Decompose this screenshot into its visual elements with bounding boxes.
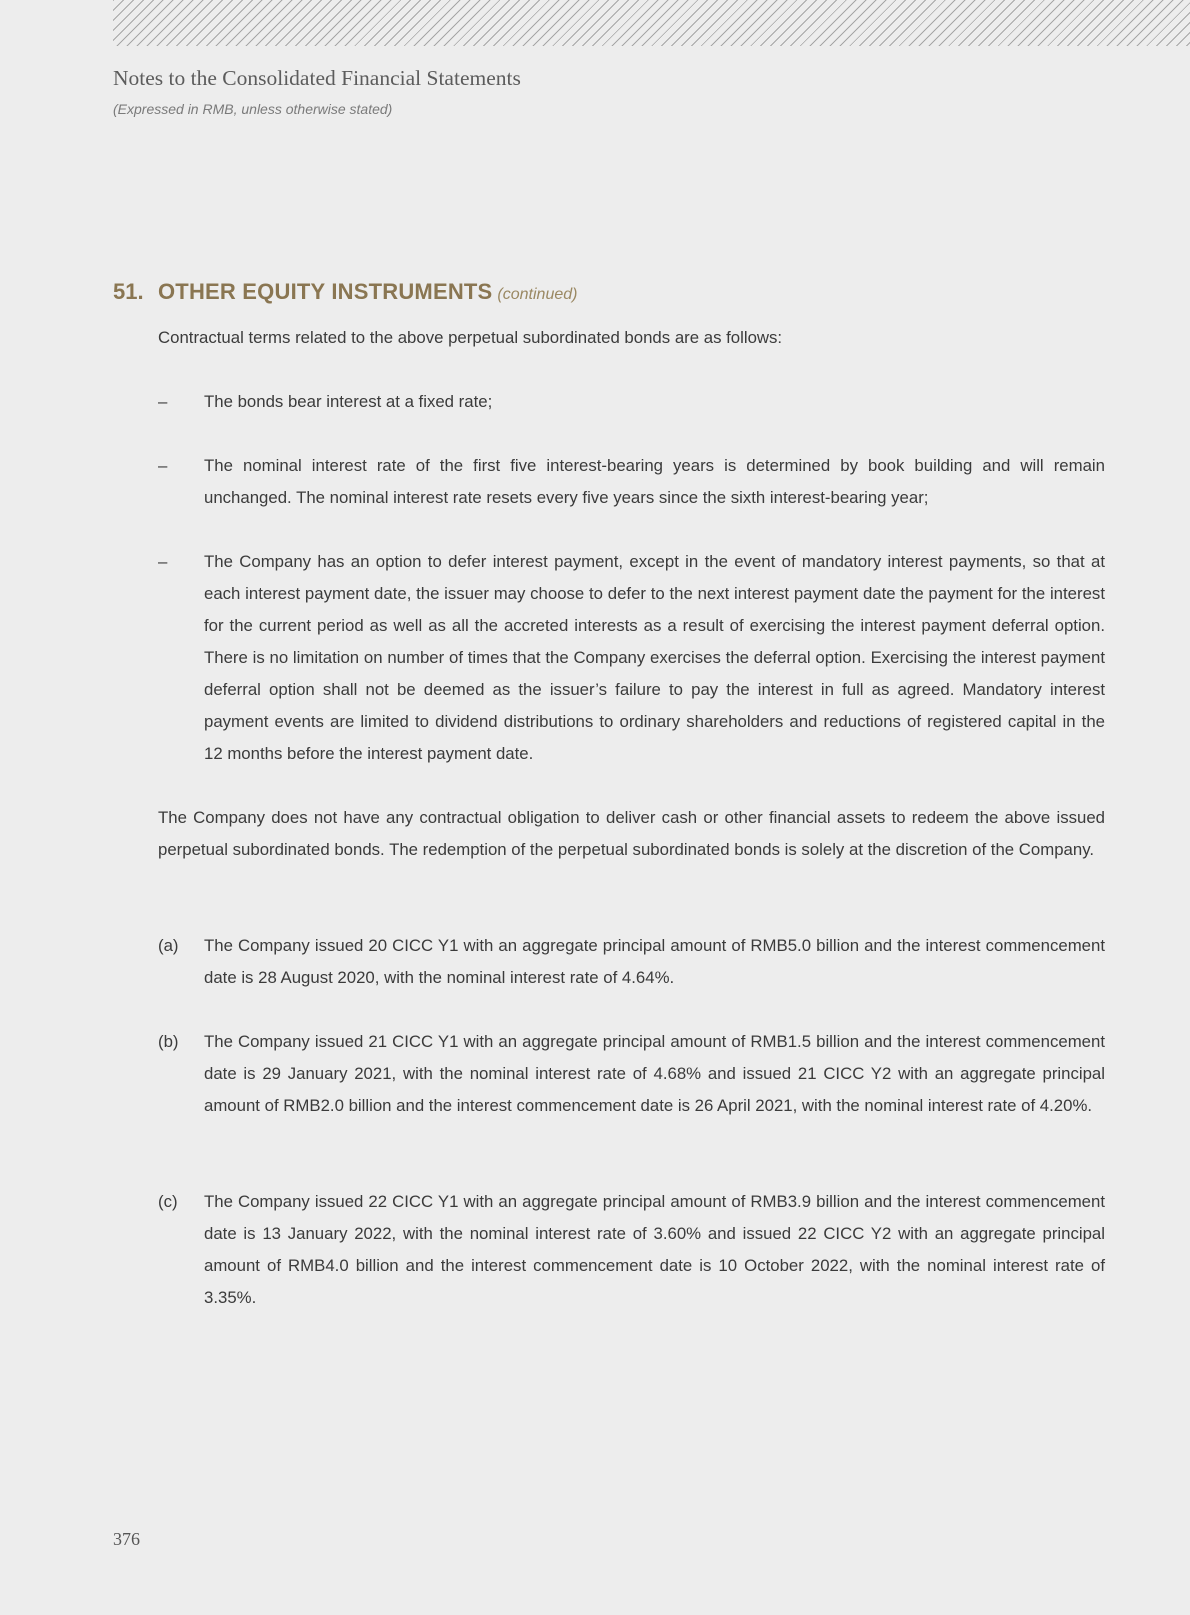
list-marker: – (158, 552, 168, 571)
list-marker: (b) (158, 1032, 179, 1051)
list-item (158, 386, 1105, 418)
list-item-text: The Company issued 21 CICC Y1 with an aggregate principal amount of RMB1.5 billion and the interest commencement date is 29 January 2021, with the nominal interest rate of 4.68% and issued 21 CICC Y2 with an aggregate principal amount of RMB2.0 billion and the interest commencement date is 26 April 2021, with the nominal interest rate of 4.20%. (204, 1032, 1105, 1115)
page-number: 376 (113, 1529, 140, 1549)
decorative-hatch-band (113, 0, 1190, 46)
list-item-text: The nominal interest rate of the first five interest-bearing years is determined by book building and will remain unchanged. The nominal interest rate resets every five years since the sixth interest-bearing year; (204, 456, 1105, 507)
list-marker: (a) (158, 936, 179, 955)
list-marker: (c) (158, 1192, 178, 1211)
list-item (158, 1186, 1105, 1314)
section-title: OTHER EQUITY INSTRUMENTS (158, 279, 493, 304)
continued-label: (continued) (497, 286, 578, 303)
list-item-text: The bonds bear interest at a fixed rate; (204, 392, 493, 411)
running-header-subtitle: (Expressed in RMB, unless otherwise stated) (113, 101, 393, 117)
list-item-text: The Company issued 20 CICC Y1 with an aggregate principal amount of RMB5.0 billion and the interest commencement date is 28 August 2020, with the nominal interest rate of 4.64%. (204, 936, 1105, 987)
redemption-paragraph: The Company does not have any contractual obligation to deliver cash or other financial assets to redeem the above issued perpetual subordinated bonds. The redemption of the perpetual subordinated bonds is solely at the discretion of the Company. (158, 808, 1105, 859)
section-number: 51. (113, 279, 144, 304)
intro-paragraph: Contractual terms related to the above perpetual subordinated bonds are as follows: (158, 328, 783, 347)
list-item (158, 450, 1105, 514)
list-item (158, 546, 1105, 770)
running-header-title: Notes to the Consolidated Financial Statements (113, 66, 521, 90)
list-item (158, 930, 1105, 994)
list-marker: – (158, 392, 168, 411)
list-marker: – (158, 456, 168, 475)
section-heading (113, 279, 577, 305)
list-item-text: The Company has an option to defer interest payment, except in the event of mandatory interest payments, so that at each interest payment date, the issuer may choose to defer to the next interest payment date the payment for the interest for the current period as well as all the accreted interests as a result of exercising the interest payment deferral option. There is no limitation on number of times that the Company exercises the deferral option. Exercising the interest payment deferral option shall not be deemed as the issuer’s failure to pay the interest in full as agreed. Mandatory interest payment events are limited to dividend distributions to ordinary shareholders and reductions of registered capital in the 12 months before the interest payment date. (204, 552, 1105, 763)
list-item (158, 1026, 1105, 1122)
list-item-text: The Company issued 22 CICC Y1 with an aggregate principal amount of RMB3.9 billion and the interest commencement date is 13 January 2022, with the nominal interest rate of 3.60% and issued 22 CICC Y2 with an aggregate principal amount of RMB4.0 billion and the interest commencement date is 10 October 2022, with the nominal interest rate of 3.35%. (204, 1192, 1105, 1307)
